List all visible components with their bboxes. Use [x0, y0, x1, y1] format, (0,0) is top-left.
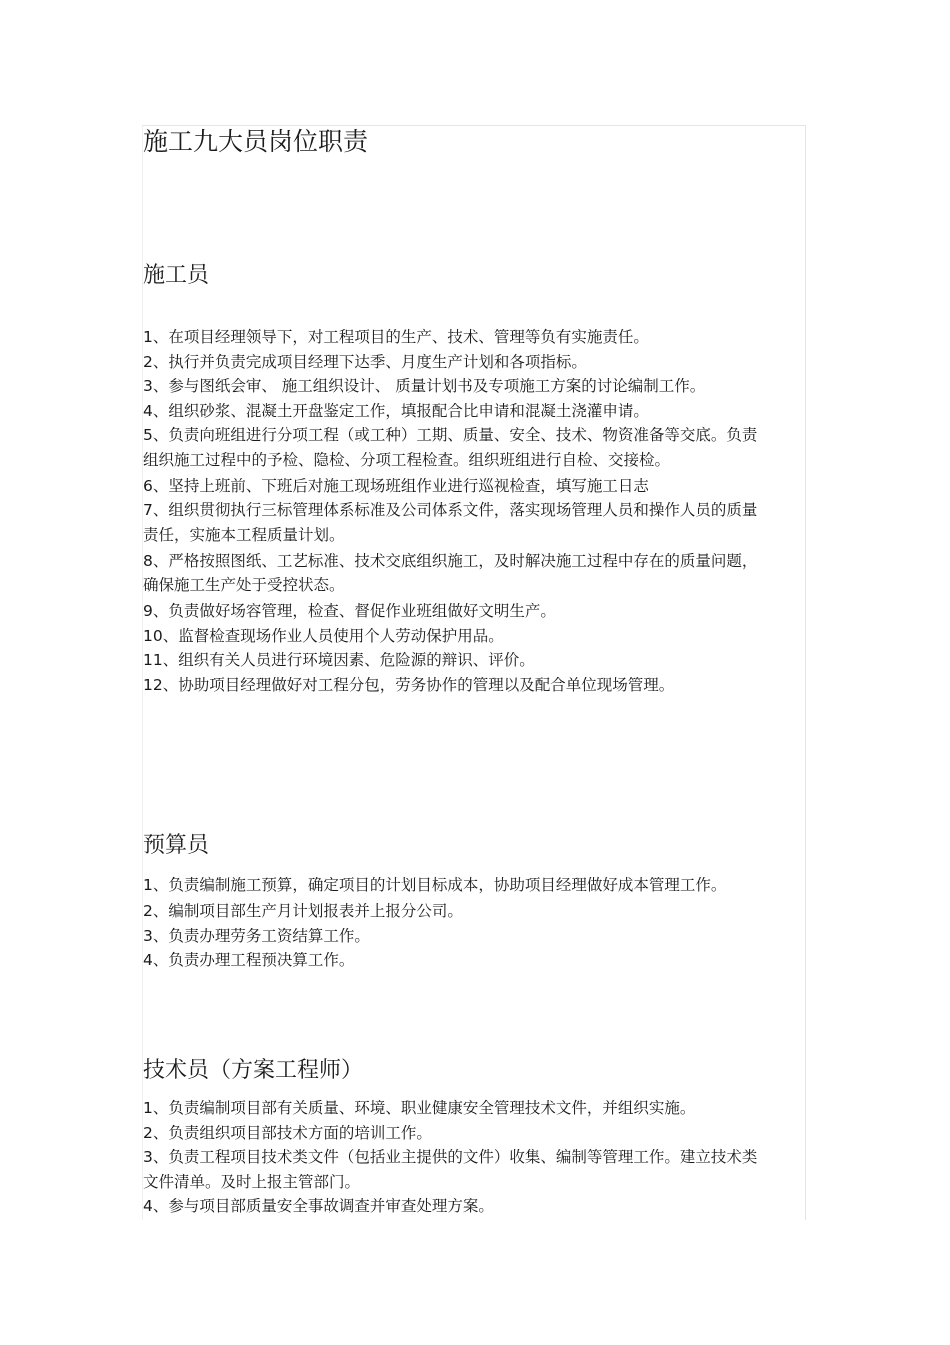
duty-list — [143, 873, 768, 973]
duty-item: 2、执行并负责完成项目经理下达季、月度生产计划和各项指标。 — [143, 352, 587, 371]
section-budget-officer — [143, 830, 803, 969]
document-title: 施工九大员岗位职责 — [143, 127, 369, 156]
duty-item: 2、负责组织项目部技术方面的培训工作。 — [143, 1123, 432, 1142]
duty-item: 3、参与图纸会审、 施工组织设计、 质量计划书及专项施工方案的讨论编制工作。 — [143, 377, 706, 395]
duty-item: 1、负责编制项目部有关质量、环境、职业健康安全管理技术文件，并组织实施。 — [143, 1099, 696, 1117]
duty-item: 1、在项目经理领导下，对工程项目的生产、技术、管理等负有实施责任。 — [143, 328, 649, 346]
section-construction-worker — [143, 260, 803, 694]
duty-item: 9、负责做好场容管理，检查、督促作业班组做好文明生产。 — [143, 602, 556, 620]
duty-list — [143, 325, 768, 697]
duty-item: 4、参与项目部质量安全事故调查并审查处理方案。 — [143, 1197, 494, 1215]
duty-item: 6、坚持上班前、下班后对施工现场班组作业进行巡视检查，填写施工日志 — [143, 476, 649, 495]
duty-item: 12、协助项目经理做好对工程分包，劳务协作的管理以及配合单位现场管理。 — [143, 675, 675, 694]
duty-item: 7、组织贯彻执行三标管理体系标准及公司体系文件，落实现场管理人员和操作人员的质量责任，实施本工程质量计划。 — [143, 501, 758, 544]
section-technician — [143, 1055, 803, 1215]
duty-item: 11、组织有关人员进行环境因素、危险源的辩识、评价。 — [143, 651, 535, 669]
section-heading: 施工员 — [143, 263, 210, 288]
duty-item: 4、组织砂浆、混凝土开盘鉴定工作，填报配合比申请和混凝土浇灌申请。 — [143, 401, 649, 420]
duty-item: 10、监督检查现场作业人员使用个人劳动保护用品。 — [143, 626, 504, 645]
duty-item: 4、负责办理工程预决算工作。 — [143, 951, 355, 969]
duty-item: 2、编制项目部生产月计划报表并上报分公司。 — [143, 902, 463, 920]
duty-list — [143, 1096, 768, 1219]
duty-item: 8、严格按照图纸、工艺标准、技术交底组织施工，及时解决施工过程中存在的质量问题，确保施工生产处于受控状态。 — [143, 551, 758, 594]
duty-item: 3、负责工程项目技术类文件（包括业主提供的文件）收集、编制等管理工作。建立技术类文件清单。及时上报主管部门。 — [143, 1148, 758, 1191]
duty-item: 5、负责向班组进行分项工程（或工种）工期、质量、安全、技术、物资准备等交底。负责组织施工过程中的予检、隐检、分项工程检查。组织班组进行自检、交接检。 — [143, 426, 758, 469]
duty-item: 3、负责办理劳务工资结算工作。 — [143, 926, 370, 945]
duty-item: 1、负责编制施工预算，确定项目的计划目标成本，协助项目经理做好成本管理工作。 — [143, 876, 727, 894]
section-heading: 技术员（方案工程师） — [143, 1058, 364, 1083]
section-heading: 预算员 — [143, 833, 210, 858]
